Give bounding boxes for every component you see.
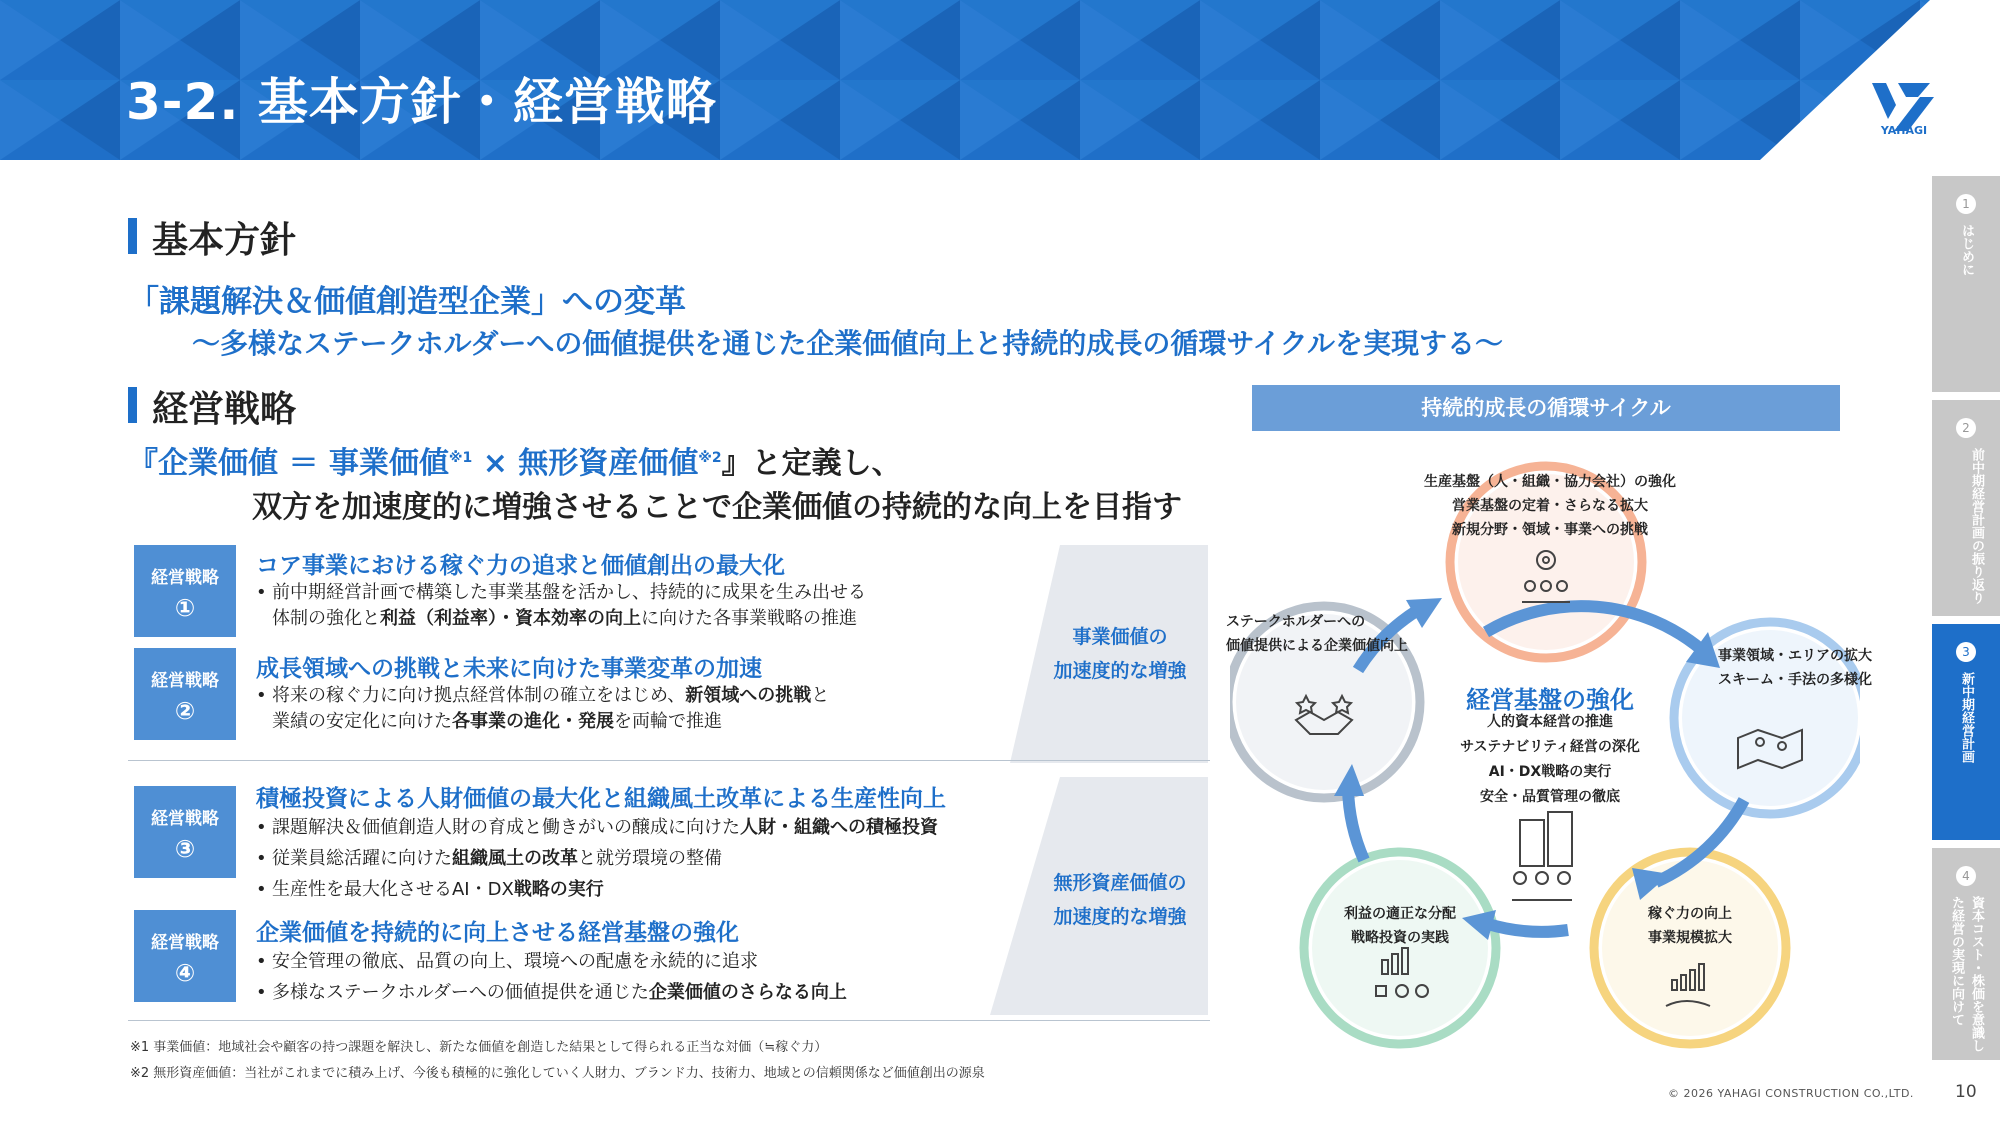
cycle-text-line: スキーム・手法の多様化 <box>1718 672 1872 688</box>
bullet-text: 従業員総活躍に向けた <box>272 848 452 869</box>
tab-new-plan[interactable] <box>1932 624 2000 840</box>
bullet-bold: 人財・組織への積極投資 <box>740 817 938 838</box>
bullet-text: 業績の安定化に向けた <box>272 711 452 732</box>
cycle-center-title: 経営基盤の強化 <box>1466 686 1634 714</box>
strategy-box-4 <box>134 910 236 1002</box>
bullet-bold: 企業価値のさらなる向上 <box>648 982 847 1003</box>
bullet-dot: • <box>256 982 267 1003</box>
cycle-text-line: 利益の適正な分配 <box>1344 906 1456 922</box>
intangible-value-label <box>1040 866 1200 934</box>
cycle-text-line: 事業規模拡大 <box>1648 930 1732 946</box>
copyright: © 2026 YAHAGI CONSTRUCTION CO.,LTD. <box>1668 1087 1914 1100</box>
business-value-label <box>1040 620 1200 688</box>
value-label-line: 加速度的な増強 <box>1053 906 1187 928</box>
def-sup1: ※1 <box>448 450 473 466</box>
cycle-text-line: 新規分野・領域・事業への挑戦 <box>1452 522 1648 538</box>
bullet-text: と <box>811 685 830 706</box>
tab-label: 新中期経営計画 <box>1959 672 1974 763</box>
tab-number: 1 <box>1956 194 1976 214</box>
strategy-goal: 双方を加速度的に増強させることで企業価値の持続的な向上を目指す <box>252 490 1182 525</box>
value-band-bg <box>990 545 1210 1015</box>
strategy-2-title: 成長領域への挑戦と未来に向けた事業変革の加速 <box>256 656 762 682</box>
cycle-top-text <box>1390 470 1710 542</box>
tab-label: はじめに <box>1959 224 1974 276</box>
cycle-center-items <box>1420 710 1680 810</box>
building-people-icon <box>1512 812 1572 900</box>
box-label: 経営戦略 <box>151 671 219 691</box>
strategy-heading: 経営戦略 <box>128 381 296 432</box>
strategy-4-bullets <box>256 946 847 1008</box>
bullet-dot: • <box>256 817 267 838</box>
divider <box>128 1020 1210 1021</box>
bullet-dot: • <box>256 848 267 869</box>
bullet-text: を両輪で推進 <box>614 711 722 732</box>
center-item: 人的資本経営の推進 <box>1487 714 1613 730</box>
cycle-text-line: 戦略投資の実践 <box>1351 930 1449 946</box>
tab-previous-plan[interactable] <box>1932 400 2000 616</box>
strategy-3-bullets <box>256 812 938 905</box>
strategy-3-title: 積極投資による人財価値の最大化と組織風土改革による生産性向上 <box>256 786 946 812</box>
bullet-bold: 戦略の実行 <box>513 879 604 900</box>
bullet-text: 安全管理の徹底、品質の向上、環境への配慮を永続的に追求 <box>272 951 758 972</box>
tab-label: 前中期経営計画の振り返り <box>1969 448 1984 604</box>
value-label-line: 事業価値の <box>1072 626 1168 648</box>
footnote-1: ※1 事業価値：地域社会や顧客の持つ課題を解決し、新たな価値を創造した結果として得られる正当な対価（≒稼ぐ力） <box>130 1040 828 1055</box>
bullet-text: 多様なステークホルダーへの価値提供を通じた <box>272 982 649 1003</box>
center-item: サステナビリティ経営の深化 <box>1460 739 1640 755</box>
divider <box>128 760 1210 761</box>
def-sup2: ※2 <box>698 450 722 466</box>
footnote-2: ※2 無形資産価値：当社がこれまでに積み上げ、今後も積極的に強化していく人財力、ブランド力、技術力、地域との信頼関係など価値創出の源泉 <box>130 1066 985 1081</box>
strategy-1-bullet <box>256 580 866 632</box>
bullet-dot: • <box>256 951 267 972</box>
cycle-text-line: ステークホルダーへの <box>1226 614 1366 630</box>
cycle-right-text <box>1680 644 1910 692</box>
bullet-bold: 新領域への挑戦 <box>685 685 812 706</box>
strategy-1-title: コア事業における稼ぐ力の追求と価値創出の最大化 <box>256 553 785 579</box>
strategy-2-bullet <box>256 683 829 735</box>
bullet-text: 課題解決＆価値創造人財の育成と働きがいの醸成に向けた <box>272 817 740 838</box>
strategy-definition <box>128 438 902 482</box>
strategy-box-3 <box>134 786 236 878</box>
bullet-text: に向けた各事業戦略の推進 <box>641 608 857 629</box>
cycle-text-line: 事業領域・エリアの拡大 <box>1718 648 1872 664</box>
bullet-bold: 各事業の進化・発展 <box>452 711 614 732</box>
box-number: ① <box>174 594 196 622</box>
bullet-dot: • <box>256 879 267 900</box>
box-label: 経営戦略 <box>151 809 219 829</box>
value-label-line: 加速度的な増強 <box>1053 660 1187 682</box>
bullet-bold: 組織風土の改革 <box>452 848 578 869</box>
box-number: ④ <box>174 959 196 987</box>
cycle-text-line: 営業基盤の定着・さらなる拡大 <box>1452 498 1648 514</box>
cycle-bottom-left-text <box>1310 902 1490 950</box>
cycle-text-line: 生産基盤（人・組織・協力会社）の強化 <box>1424 474 1676 490</box>
cycle-text-line: 稼ぐ力の向上 <box>1648 906 1732 922</box>
box-number: ③ <box>174 835 196 863</box>
value-label-line: 無形資産価値の <box>1053 872 1187 894</box>
policy-sub: ～多様なステークホルダーへの価値提供を通じた企業価値向上と持続的成長の循環サイクルを実現する～ <box>192 327 1503 360</box>
bullet-text: 体制の強化と <box>272 608 380 629</box>
center-item: AI・DX戦略の実行 <box>1488 764 1612 780</box>
bullet-text: 生産性を最大化させるAI・DX <box>272 879 514 900</box>
cycle-text-line: 価値提供による企業価値向上 <box>1226 638 1408 654</box>
cycle-heading: 持続的成長の循環サイクル <box>1252 385 1840 431</box>
policy-main: 「課題解決＆価値創造型企業」への変革 <box>128 284 686 320</box>
strategy-box-2 <box>134 648 236 740</box>
def-part1: 『企業価値 ＝ 事業価値 <box>128 446 449 481</box>
tab-intro[interactable] <box>1932 176 2000 392</box>
bullet-dot: • <box>256 582 267 603</box>
def-part3: 』と定義し、 <box>721 446 902 481</box>
cycle-bottom-right-text <box>1600 902 1780 950</box>
box-label: 経営戦略 <box>151 568 219 588</box>
bullet-text: 前中期経営計画で構築した事業基盤を活かし、持続的に成果を生み出せる <box>272 582 866 603</box>
cycle-left-text <box>1226 610 1436 658</box>
box-number: ② <box>174 697 196 725</box>
box-label: 経営戦略 <box>151 933 219 953</box>
strategy-box-1 <box>134 545 236 637</box>
tab-capital-cost[interactable] <box>1932 848 2000 1060</box>
bullet-text: と就労環境の整備 <box>578 848 722 869</box>
def-part2: × 無形資産価値 <box>472 446 699 481</box>
tab-number: 3 <box>1956 642 1976 662</box>
tab-number: 2 <box>1956 418 1976 438</box>
policy-heading: 基本方針 <box>128 212 296 263</box>
bullet-bold: 利益（利益率）・資本効率の向上 <box>380 608 641 629</box>
center-item: 安全・品質管理の徹底 <box>1480 789 1620 805</box>
tab-label: 資本コスト・株価を意識した経営の実現に向けて <box>1949 896 1984 1052</box>
bullet-text: 将来の稼ぐ力に向け拠点経営体制の確立をはじめ、 <box>272 685 686 706</box>
logo-text: YAHAGI <box>1880 124 1928 137</box>
tab-number: 4 <box>1956 866 1976 886</box>
strategy-4-title: 企業価値を持続的に向上させる経営基盤の強化 <box>256 920 739 946</box>
page-title: 3-2. 基本方針・経営戦略 <box>126 73 717 131</box>
page-number: 10 <box>1955 1082 1977 1102</box>
bullet-dot: • <box>256 685 267 706</box>
